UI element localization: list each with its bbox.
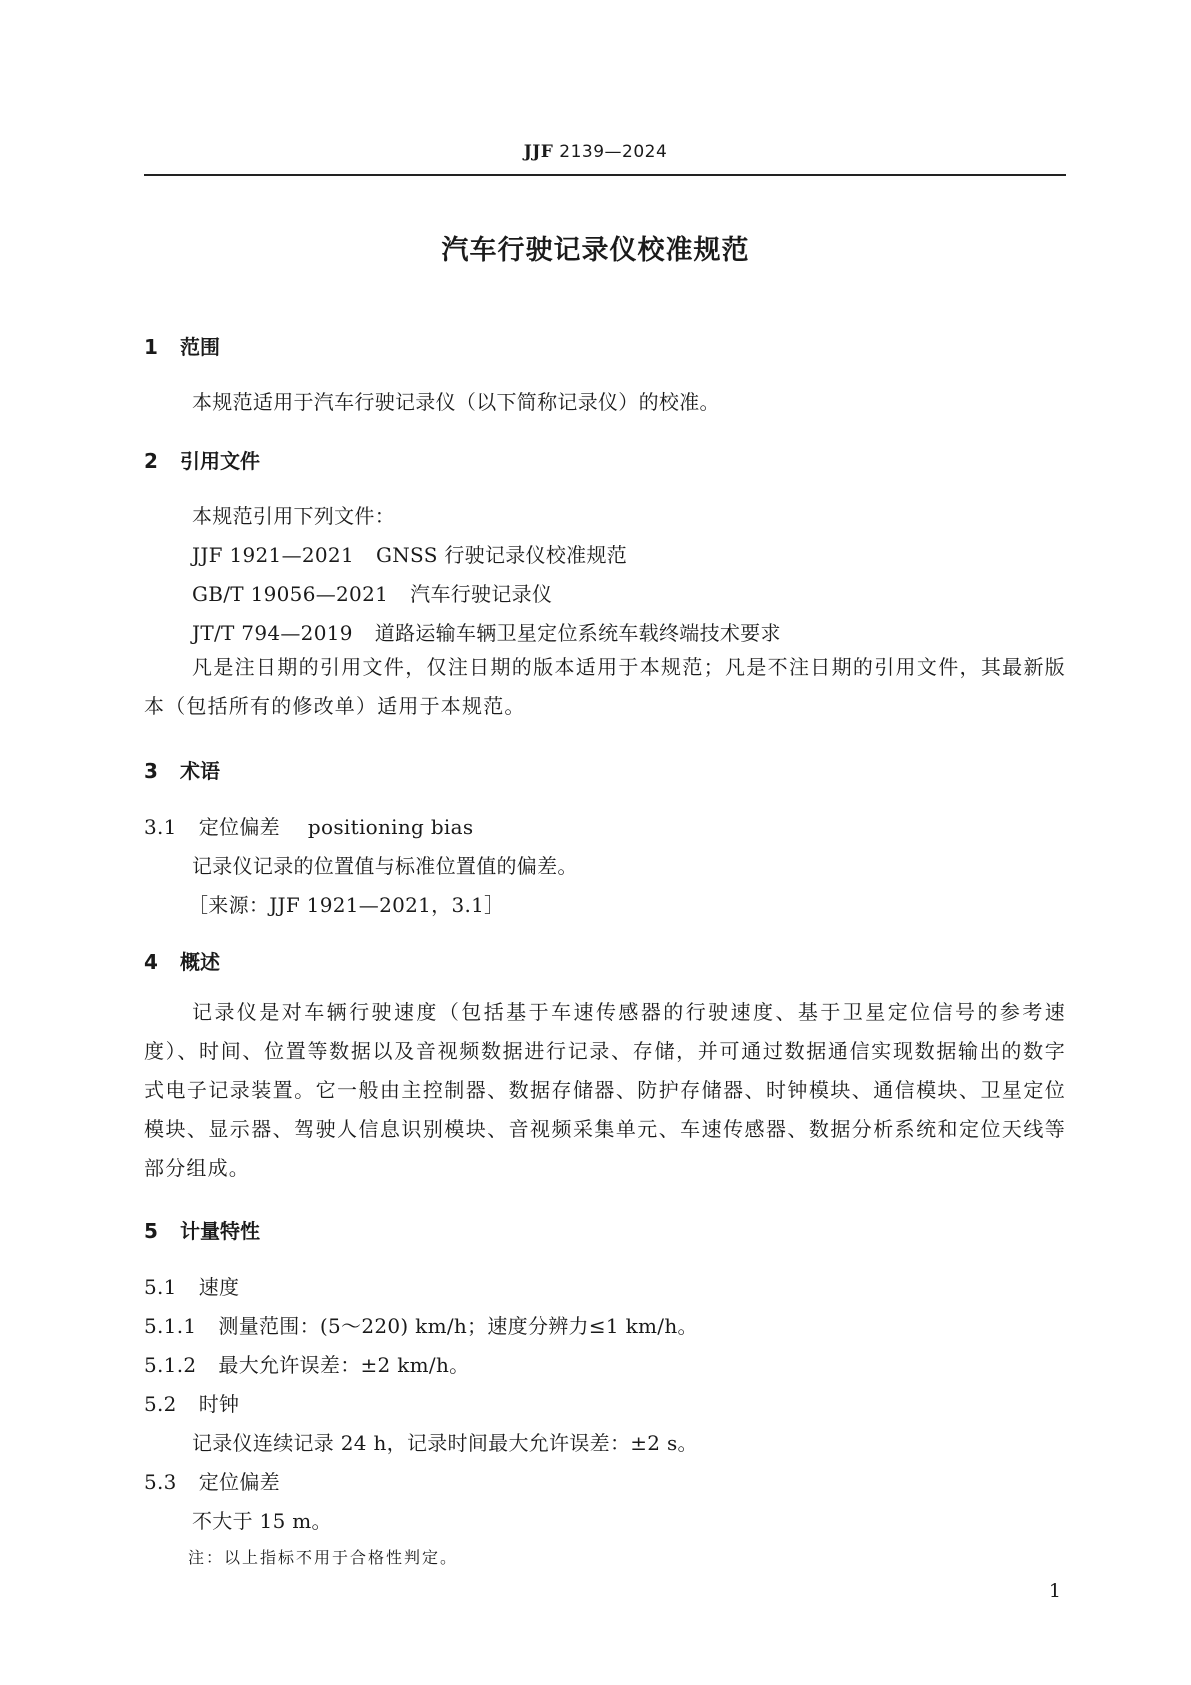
term-source: ［来源：JJF 1921—2021，3.1］ — [188, 893, 505, 917]
references-intro: 本规范引用下列文件： — [192, 504, 395, 528]
reference-name: 道路运输车辆卫星定位系统车载终端技术要求 — [374, 621, 781, 645]
header-divider — [144, 174, 1066, 176]
section-number: 1 — [144, 335, 158, 359]
clock-text: 记录仪连续记录 24 h，记录时间最大允许误差：±2 s。 — [192, 1431, 698, 1455]
positioning-text: 不大于 15 m。 — [192, 1509, 332, 1533]
term-heading — [144, 811, 473, 840]
term-chinese: 定位偏差 — [198, 815, 280, 839]
section-number: 3 — [144, 759, 158, 783]
section-title: 引用文件 — [180, 449, 260, 473]
subsection-number: 5.3 — [144, 1470, 177, 1494]
term-number: 3.1 — [144, 815, 177, 839]
section-number: 4 — [144, 950, 158, 974]
section-3-heading — [144, 755, 220, 784]
term-english: positioning bias — [307, 815, 474, 839]
reference-code: JJF 1921—2021 — [192, 543, 354, 567]
term-definition: 记录仪记录的位置值与标准位置值的偏差。 — [192, 854, 578, 878]
subsection-number: 5.1.2 — [144, 1353, 197, 1377]
reference-item — [192, 539, 627, 568]
section-title: 概述 — [180, 950, 220, 974]
document-code — [0, 142, 1191, 162]
subsection-title: 速度 — [198, 1275, 240, 1299]
subsection-text: 最大允许误差：±2 km/h。 — [218, 1353, 470, 1377]
subsection-5-3 — [144, 1466, 280, 1495]
subsection-title: 时钟 — [198, 1392, 240, 1416]
subsection-5-2 — [144, 1388, 239, 1417]
section-title: 计量特性 — [180, 1219, 260, 1243]
subsection-number: 5.2 — [144, 1392, 177, 1416]
section-number: 5 — [144, 1219, 158, 1243]
section-1-heading — [144, 331, 220, 360]
document-code-number: 2139—2024 — [559, 142, 668, 162]
overview-text: 记录仪是对车辆行驶速度（包括基于车速传感器的行驶速度、基于卫星定位信号的参考速度）、时间、位置等数据以及音视频数据进行记录、存储，并可通过数据通信实现数据输出的数字式电子记录装置。它一般由主控制器、数据存储器、防护存储器、时钟模块、通信模块、卫星定位模块、显示器、驾驶人信息识别模块、音视频采集单元、车速传感器、数据分析系统和定位天线等部分组成。 — [144, 1000, 1066, 1180]
document-title: 汽车行驶记录仪校准规范 — [441, 235, 750, 266]
reference-name: GNSS 行驶记录仪校准规范 — [375, 543, 628, 567]
section-number: 2 — [144, 449, 158, 473]
subsection-title: 定位偏差 — [198, 1470, 280, 1494]
section-1-text: 本规范适用于汽车行驶记录仪（以下简称记录仪）的校准。 — [192, 390, 720, 414]
page-number: 1 — [1048, 1580, 1061, 1602]
reference-item — [192, 617, 781, 646]
section-4-heading — [144, 946, 220, 975]
section-5-heading — [144, 1215, 260, 1244]
subsection-number: 5.1 — [144, 1275, 177, 1299]
references-closing: 凡是注日期的引用文件，仅注日期的版本适用于本规范；凡是不注日期的引用文件，其最新版本（包括所有的修改单）适用于本规范。 — [144, 655, 1066, 718]
reference-code: GB/T 19056—2021 — [192, 582, 389, 606]
subsection-number: 5.1.1 — [144, 1314, 197, 1338]
subsection-text: 测量范围：(5～220) km/h；速度分辨力≤1 km/h。 — [218, 1314, 698, 1338]
section-title: 术语 — [180, 759, 220, 783]
subsection-5-1-2 — [144, 1349, 469, 1378]
reference-code: JT/T 794—2019 — [192, 621, 353, 645]
document-code-prefix: JJF — [523, 142, 554, 162]
section-2-heading — [144, 445, 260, 474]
reference-item — [192, 578, 552, 607]
reference-name: 汽车行驶记录仪 — [410, 582, 553, 606]
section-title: 范围 — [180, 335, 220, 359]
subsection-5-1 — [144, 1271, 239, 1300]
subsection-5-1-1 — [144, 1310, 698, 1339]
note: 注：以上指标不用于合格性判定。 — [188, 1548, 459, 1567]
